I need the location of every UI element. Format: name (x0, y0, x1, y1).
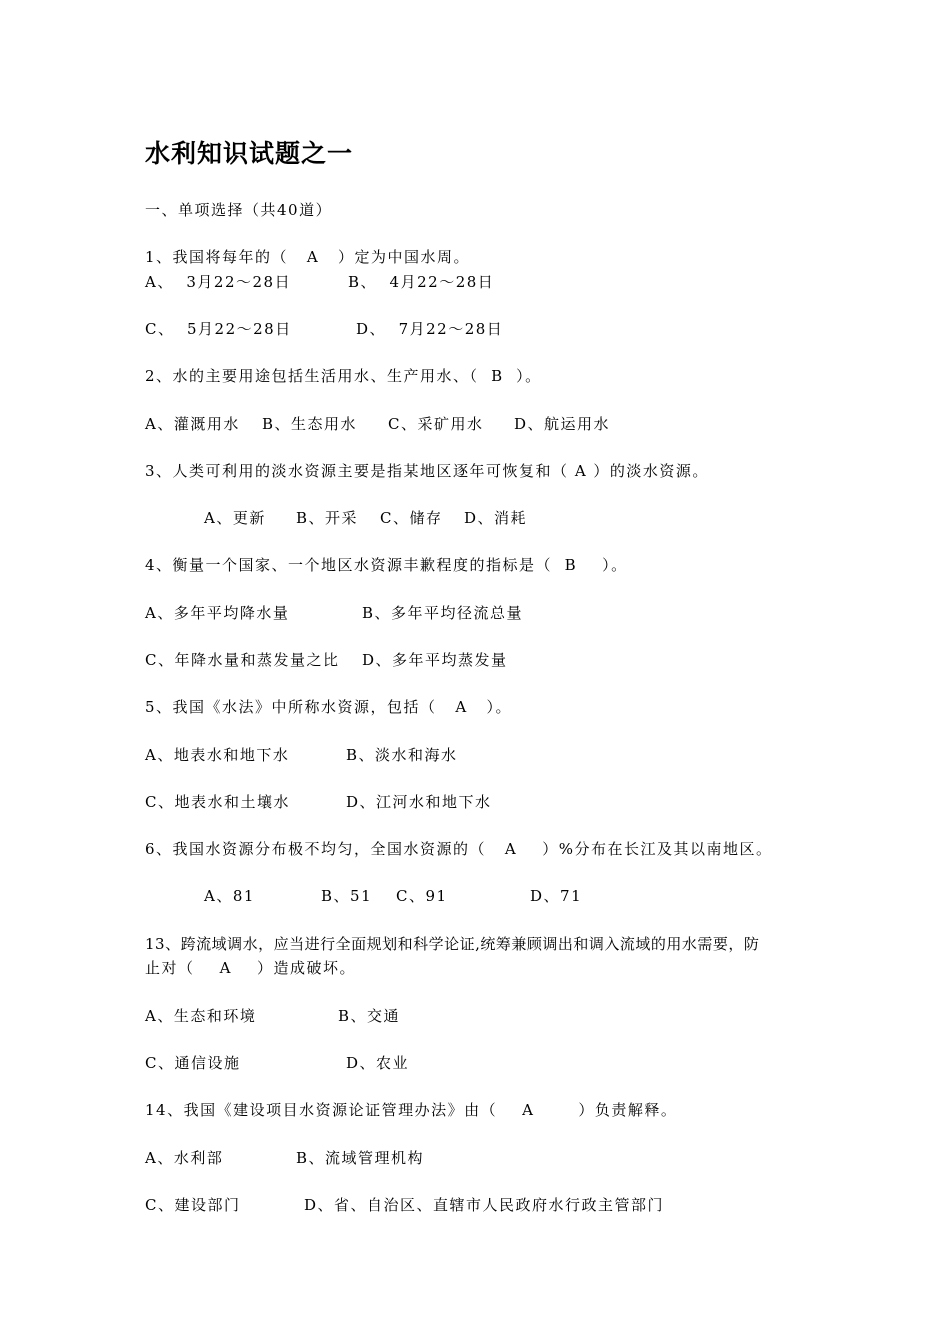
document-title: 水利知识试题之一 (145, 139, 354, 168)
question-3-option-a: A、更新 (204, 509, 266, 527)
question-13-option-c: C、通信设施 (145, 1054, 241, 1072)
question-14-stem: 14、我国《建设项目水资源论证管理办法》由（ A ）负责解释。 (145, 1101, 678, 1119)
question-1-option-a: A、 3月22～28日 (145, 273, 292, 291)
question-1-option-c: C、 5月22～28日 (145, 320, 292, 338)
question-3-option-b: B、开采 (296, 509, 359, 527)
question-13-option-a: A、生态和环境 (145, 1007, 257, 1025)
question-4-option-a: A、多年平均降水量 (145, 604, 290, 622)
question-4-option-d: D、多年平均蒸发量 (362, 651, 508, 669)
question-14-option-b: B、流域管理机构 (296, 1149, 425, 1167)
question-6-option-a: A、81 (204, 887, 255, 905)
question-3-stem: 3、人类可利用的淡水资源主要是指某地区逐年可恢复和（ A ）的淡水资源。 (145, 462, 709, 480)
question-4-option-b: B、多年平均径流总量 (362, 604, 524, 622)
question-1-option-b: B、 4月22～28日 (348, 273, 495, 291)
question-6-option-d: D、71 (530, 887, 583, 905)
question-6-option-c: C、91 (396, 887, 448, 905)
question-4-stem: 4、衡量一个国家、一个地区水资源丰歉程度的指标是（ B ）。 (145, 556, 628, 574)
question-4-option-c: C、年降水量和蒸发量之比 (145, 651, 340, 669)
question-14-option-c: C、建设部门 (145, 1196, 241, 1214)
question-14-option-d: D、省、自治区、直辖市人民政府水行政主管部门 (304, 1196, 665, 1214)
section-heading: 一、单项选择（共40道） (145, 201, 333, 219)
question-5-option-a: A、地表水和地下水 (145, 746, 290, 764)
question-2-option-a: A、灌溉用水 (145, 415, 240, 433)
question-2-stem: 2、水的主要用途包括生活用水、生产用水、（ B ）。 (145, 367, 542, 385)
question-6-option-b: B、51 (321, 887, 373, 905)
question-5-stem: 5、我国《水法》中所称水资源，包括（ A ）。 (145, 698, 512, 716)
question-2-option-d: D、航运用水 (514, 415, 611, 433)
question-14-option-a: A、水利部 (145, 1149, 224, 1167)
question-5-option-b: B、淡水和海水 (346, 746, 458, 764)
question-13-stem-line-2: 止对（ A ）造成破坏。 (145, 959, 356, 977)
question-13-stem-line-1: 13、跨流域调水，应当进行全面规划和科学论证,统筹兼顾调出和调入流域的用水需要，防 (145, 935, 760, 953)
question-5-option-d: D、江河水和地下水 (346, 793, 492, 811)
question-1-option-d: D、 7月22～28日 (356, 320, 504, 338)
question-2-option-c: C、采矿用水 (388, 415, 484, 433)
question-13-option-b: B、交通 (338, 1007, 401, 1025)
question-1-stem: 1、我国将每年的（ A ）定为中国水周。 (145, 248, 470, 266)
question-2-option-b: B、生态用水 (262, 415, 358, 433)
question-3-option-d: D、消耗 (464, 509, 528, 527)
question-3-option-c: C、储存 (380, 509, 443, 527)
question-5-option-c: C、地表水和土壤水 (145, 793, 290, 811)
question-13-option-d: D、农业 (346, 1054, 410, 1072)
question-6-stem: 6、我国水资源分布极不均匀，全国水资源的（ A ）%分布在长江及其以南地区。 (145, 840, 773, 858)
